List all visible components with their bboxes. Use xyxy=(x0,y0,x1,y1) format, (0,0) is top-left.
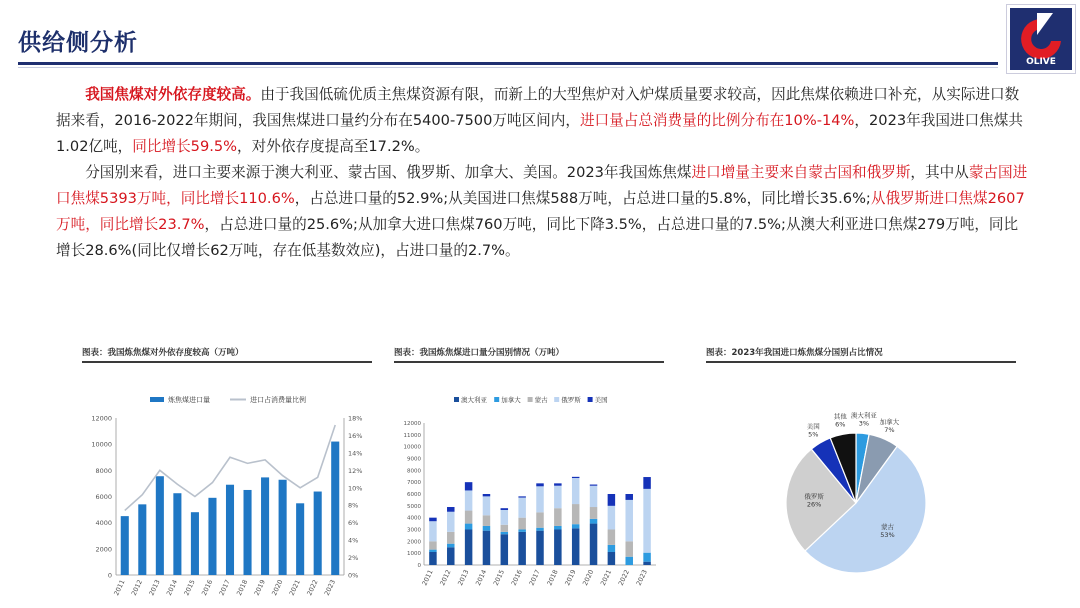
legend-swatch xyxy=(554,397,559,402)
y-tick-label: 9000 xyxy=(407,456,421,462)
x-tick-label: 2022 xyxy=(616,567,632,587)
bar-segment-蒙古 xyxy=(590,507,597,519)
pie-label-percent: 5% xyxy=(808,430,819,439)
bar-segment-蒙古 xyxy=(518,517,525,529)
bar-import xyxy=(244,489,252,574)
bar-segment-加拿大 xyxy=(465,523,472,529)
chart-country-share xyxy=(706,346,1016,607)
x-tick-label: 2023 xyxy=(634,567,649,587)
y-tick-label: 12000 xyxy=(403,420,421,427)
x-tick-label: 2023 xyxy=(322,577,338,597)
bar-segment-美国 xyxy=(429,517,436,521)
x-tick-label: 2011 xyxy=(420,567,435,587)
legend-label-ratio: 进口占消费量比例 xyxy=(250,395,306,404)
pie-label-percent: 7% xyxy=(884,425,895,434)
y-tick-label: 0 xyxy=(107,571,112,579)
y2-tick-label: 4% xyxy=(348,536,359,545)
p2-text-a: 分国别来看，进口主要来源于澳大利亚、蒙古国、俄罗斯、加拿大、美国。2023年我国炼焦煤 xyxy=(85,164,692,181)
p2-highlight-mongolia: 蒙古国进口焦煤5393万吨，同比增长110.6% xyxy=(56,164,1028,207)
bar-segment-澳大利亚 xyxy=(554,529,561,565)
bar-segment-澳大利亚 xyxy=(518,531,525,564)
chart-import-dependency xyxy=(82,346,372,607)
p2-highlight-source: 进口增量主要来自蒙古国和俄罗斯 xyxy=(691,164,911,181)
pie-label-name: 蒙古 xyxy=(881,522,895,531)
bar-segment-澳大利亚 xyxy=(429,551,436,564)
paragraph-by-country xyxy=(56,160,1031,264)
y-tick-label: 10000 xyxy=(91,440,112,449)
bar-segment-蒙古 xyxy=(447,531,454,543)
bar-segment-美国 xyxy=(483,494,490,496)
y2-tick-label: 12% xyxy=(348,466,363,475)
analysis-text xyxy=(56,82,1031,264)
bar-segment-美国 xyxy=(554,483,561,485)
chart3-title: 图表：2023年我国进口炼焦煤分国别占比情况 xyxy=(706,348,883,358)
bar-segment-美国 xyxy=(501,508,508,510)
chart3-svg xyxy=(706,363,1016,603)
bar-segment-澳大利亚 xyxy=(483,530,490,564)
bar-segment-俄罗斯 xyxy=(590,485,597,506)
p1-highlight-growth: 同比增长59.5% xyxy=(132,138,238,155)
bar-segment-蒙古 xyxy=(608,529,615,544)
bar-segment-蒙古 xyxy=(429,541,436,549)
y-tick-label: 4000 xyxy=(95,518,112,527)
x-tick-label: 2014 xyxy=(164,577,180,597)
y-tick-label: 12000 xyxy=(91,414,112,422)
bar-segment-澳大利亚 xyxy=(465,529,472,565)
bar-segment-澳大利亚 xyxy=(608,551,615,564)
bar-segment-蒙古 xyxy=(554,508,561,526)
y-tick-label: 2000 xyxy=(407,538,421,545)
legend-swatch xyxy=(528,397,533,402)
bar-segment-澳大利亚 xyxy=(501,534,508,565)
bar-segment-俄罗斯 xyxy=(625,499,632,540)
bar-segment-加拿大 xyxy=(608,544,615,551)
p2-text-b: ，其中从 xyxy=(910,164,969,181)
y2-tick-label: 18% xyxy=(348,414,363,422)
y-tick-label: 8000 xyxy=(95,466,112,475)
x-tick-label: 2021 xyxy=(287,577,302,597)
bar-segment-俄罗斯 xyxy=(501,509,508,524)
y2-tick-label: 16% xyxy=(348,431,363,440)
bar-segment-美国 xyxy=(590,484,597,485)
y2-tick-label: 8% xyxy=(348,501,359,510)
bar-segment-加拿大 xyxy=(590,518,597,523)
bar-segment-俄罗斯 xyxy=(447,511,454,531)
bar-segment-加拿大 xyxy=(643,552,650,561)
bar-segment-俄罗斯 xyxy=(536,486,543,512)
bar-segment-蒙古 xyxy=(536,512,543,527)
logo-text: OLIVE xyxy=(1026,57,1056,67)
y2-tick-label: 0% xyxy=(348,571,359,579)
legend-swatch-import xyxy=(150,397,164,402)
y-tick-label: 7000 xyxy=(407,479,421,486)
x-tick-label: 2019 xyxy=(563,567,578,587)
bar-segment-加拿大 xyxy=(536,527,543,530)
bar-segment-加拿大 xyxy=(429,549,436,551)
bar-segment-美国 xyxy=(608,494,615,506)
p2-text-c: ，占总进口量的52.9%;从美国进口焦煤588万吨，占总进口量的5.8%，同比增长35.6%; xyxy=(294,190,871,207)
bar-segment-蒙古 xyxy=(501,524,508,531)
x-tick-label: 2017 xyxy=(527,567,542,587)
chart1-title: 图表：我国炼焦煤对外依存度较高（万吨） xyxy=(82,348,244,358)
x-tick-label: 2013 xyxy=(147,577,162,597)
bar-segment-俄罗斯 xyxy=(465,490,472,510)
x-tick-label: 2012 xyxy=(129,577,145,597)
x-tick-label: 2015 xyxy=(491,567,507,587)
y-tick-label: 1000 xyxy=(407,550,421,557)
x-tick-label: 2020 xyxy=(270,577,285,597)
bar-segment-俄罗斯 xyxy=(429,521,436,541)
chart-import-by-country xyxy=(394,346,664,607)
p1-text-c: ，对外依存度提高至17.2%。 xyxy=(237,138,430,155)
bar-segment-蒙古 xyxy=(483,515,490,526)
legend-swatch xyxy=(588,397,593,402)
p1-text-a: 由于我国低硫优质主焦煤资源有限，而新上的大型焦炉对入炉煤质量要求较高，因此焦煤依赖进口补充，从实际进口数据来看，2016-2022年期间，我国焦煤进口量约分布在5400-7500万吨区间内， xyxy=(56,86,1020,129)
pie-label-name: 美国 xyxy=(806,422,820,431)
bar-segment-俄罗斯 xyxy=(518,497,525,517)
y-tick-label: 11000 xyxy=(403,432,421,439)
x-tick-label: 2018 xyxy=(545,567,560,587)
bar-segment-俄罗斯 xyxy=(554,485,561,507)
p1-highlight-ratio: 进口量占总消费量的比例分布在10%-14% xyxy=(579,112,855,129)
bar-import xyxy=(331,441,339,574)
bar-segment-美国 xyxy=(518,496,525,497)
bar-segment-美国 xyxy=(447,507,454,512)
bar-import xyxy=(296,503,304,575)
x-tick-label: 2012 xyxy=(438,567,453,587)
bar-import xyxy=(138,504,146,575)
olive-logo xyxy=(1006,4,1076,74)
bar-segment-加拿大 xyxy=(572,524,579,528)
bar-segment-加拿大 xyxy=(447,543,454,547)
pie-label-name: 加拿大 xyxy=(879,417,900,426)
bar-segment-加拿大 xyxy=(625,556,632,564)
bar-segment-澳大利亚 xyxy=(590,523,597,564)
legend-label: 美国 xyxy=(594,395,608,404)
bar-segment-澳大利亚 xyxy=(536,530,543,564)
bar-segment-美国 xyxy=(625,494,632,500)
pie-label-name: 澳大利亚 xyxy=(850,410,877,419)
legend-label: 澳大利亚 xyxy=(461,395,487,404)
p1-highlight-lead: 我国焦煤对外依存度较高。 xyxy=(85,86,261,103)
bar-import xyxy=(226,484,234,574)
pie-label-percent: 3% xyxy=(858,418,870,427)
p1-text-b: ，2023年我国进口焦煤共1.02亿吨， xyxy=(56,112,1023,155)
pie-label-percent: 26% xyxy=(806,499,822,508)
y-tick-label: 4000 xyxy=(407,515,421,522)
y2-tick-label: 14% xyxy=(348,448,363,457)
x-tick-label: 2016 xyxy=(509,567,524,587)
legend-label: 加拿大 xyxy=(501,395,521,404)
x-tick-label: 2015 xyxy=(182,577,197,597)
bar-segment-美国 xyxy=(536,483,543,486)
bar-segment-蒙古 xyxy=(625,541,632,556)
legend-label-import: 炼焦煤进口量 xyxy=(168,395,210,404)
chart2-title: 图表：我国炼焦煤进口量分国别情况（万吨） xyxy=(394,348,565,358)
bar-import xyxy=(156,476,164,575)
bar-import xyxy=(191,512,199,575)
x-tick-label: 2016 xyxy=(200,577,215,597)
legend-swatch xyxy=(494,397,499,402)
y-tick-label: 8000 xyxy=(407,467,421,474)
bar-segment-蒙古 xyxy=(572,504,579,524)
y-tick-label: 2000 xyxy=(95,544,112,553)
y-tick-label: 3000 xyxy=(407,527,421,533)
x-tick-label: 2014 xyxy=(474,567,489,587)
bar-segment-澳大利亚 xyxy=(643,561,650,564)
pie-label-percent: 6% xyxy=(835,419,846,428)
legend-label: 俄罗斯 xyxy=(561,395,581,404)
chart1-svg xyxy=(82,363,372,603)
bar-import xyxy=(261,477,269,575)
x-tick-label: 2020 xyxy=(581,567,596,587)
bar-segment-澳大利亚 xyxy=(447,547,454,565)
bar-segment-加拿大 xyxy=(501,531,508,533)
p2-text-d: ，占总进口量的25.6%;从加拿大进口焦煤760万吨，同比下降3.5%，占总进口量的7.5%;从澳大利亚进口焦煤279万吨，同比增长28.6%(同比仅增长62万吨，存在低基数效应)，占进口量的2.7%。 xyxy=(56,216,1019,259)
pie-label-name: 其他 xyxy=(833,411,847,420)
x-tick-label: 2011 xyxy=(112,577,127,597)
y-tick-label: 6000 xyxy=(407,491,421,498)
pie-label-name: 俄罗斯 xyxy=(804,491,824,500)
title-underline-thin xyxy=(18,67,998,68)
bar-segment-加拿大 xyxy=(518,529,525,531)
chart2-svg xyxy=(394,363,664,603)
bar-segment-俄罗斯 xyxy=(572,478,579,504)
legend-label: 蒙古 xyxy=(534,395,548,404)
bar-segment-俄罗斯 xyxy=(483,496,490,515)
bar-import xyxy=(121,516,129,575)
y-tick-label: 0 xyxy=(417,562,421,569)
x-tick-label: 2017 xyxy=(217,577,232,597)
bar-import xyxy=(173,493,181,575)
y2-tick-label: 10% xyxy=(348,483,363,492)
bar-segment-美国 xyxy=(465,482,472,490)
p2-highlight-russia: 从俄罗斯进口焦煤2607万吨，同比增长23.7% xyxy=(56,190,1025,233)
y2-tick-label: 2% xyxy=(348,553,359,562)
bar-segment-加拿大 xyxy=(483,525,490,530)
bar-import xyxy=(314,491,322,574)
bar-segment-加拿大 xyxy=(554,525,561,529)
x-tick-label: 2013 xyxy=(456,567,471,587)
bar-import xyxy=(208,497,216,574)
page-title: 供给侧分析 xyxy=(18,30,138,56)
title-underline xyxy=(18,62,998,65)
bar-segment-美国 xyxy=(572,476,579,477)
x-tick-label: 2018 xyxy=(235,577,250,597)
bar-segment-美国 xyxy=(643,477,650,489)
x-tick-label: 2019 xyxy=(252,577,267,597)
x-tick-label: 2021 xyxy=(598,567,614,587)
bar-segment-俄罗斯 xyxy=(643,488,650,552)
pie-label-percent: 53% xyxy=(880,530,895,539)
bar-import xyxy=(279,479,287,574)
paragraph-dependency xyxy=(56,82,1031,160)
y-tick-label: 5000 xyxy=(407,503,421,510)
bar-segment-澳大利亚 xyxy=(572,528,579,565)
y-tick-label: 6000 xyxy=(95,492,112,501)
y2-tick-label: 6% xyxy=(348,518,359,527)
legend-swatch xyxy=(454,397,459,402)
y-tick-label: 10000 xyxy=(403,444,421,451)
x-tick-label: 2022 xyxy=(305,577,320,597)
bar-segment-俄罗斯 xyxy=(608,505,615,529)
bar-segment-蒙古 xyxy=(465,510,472,523)
